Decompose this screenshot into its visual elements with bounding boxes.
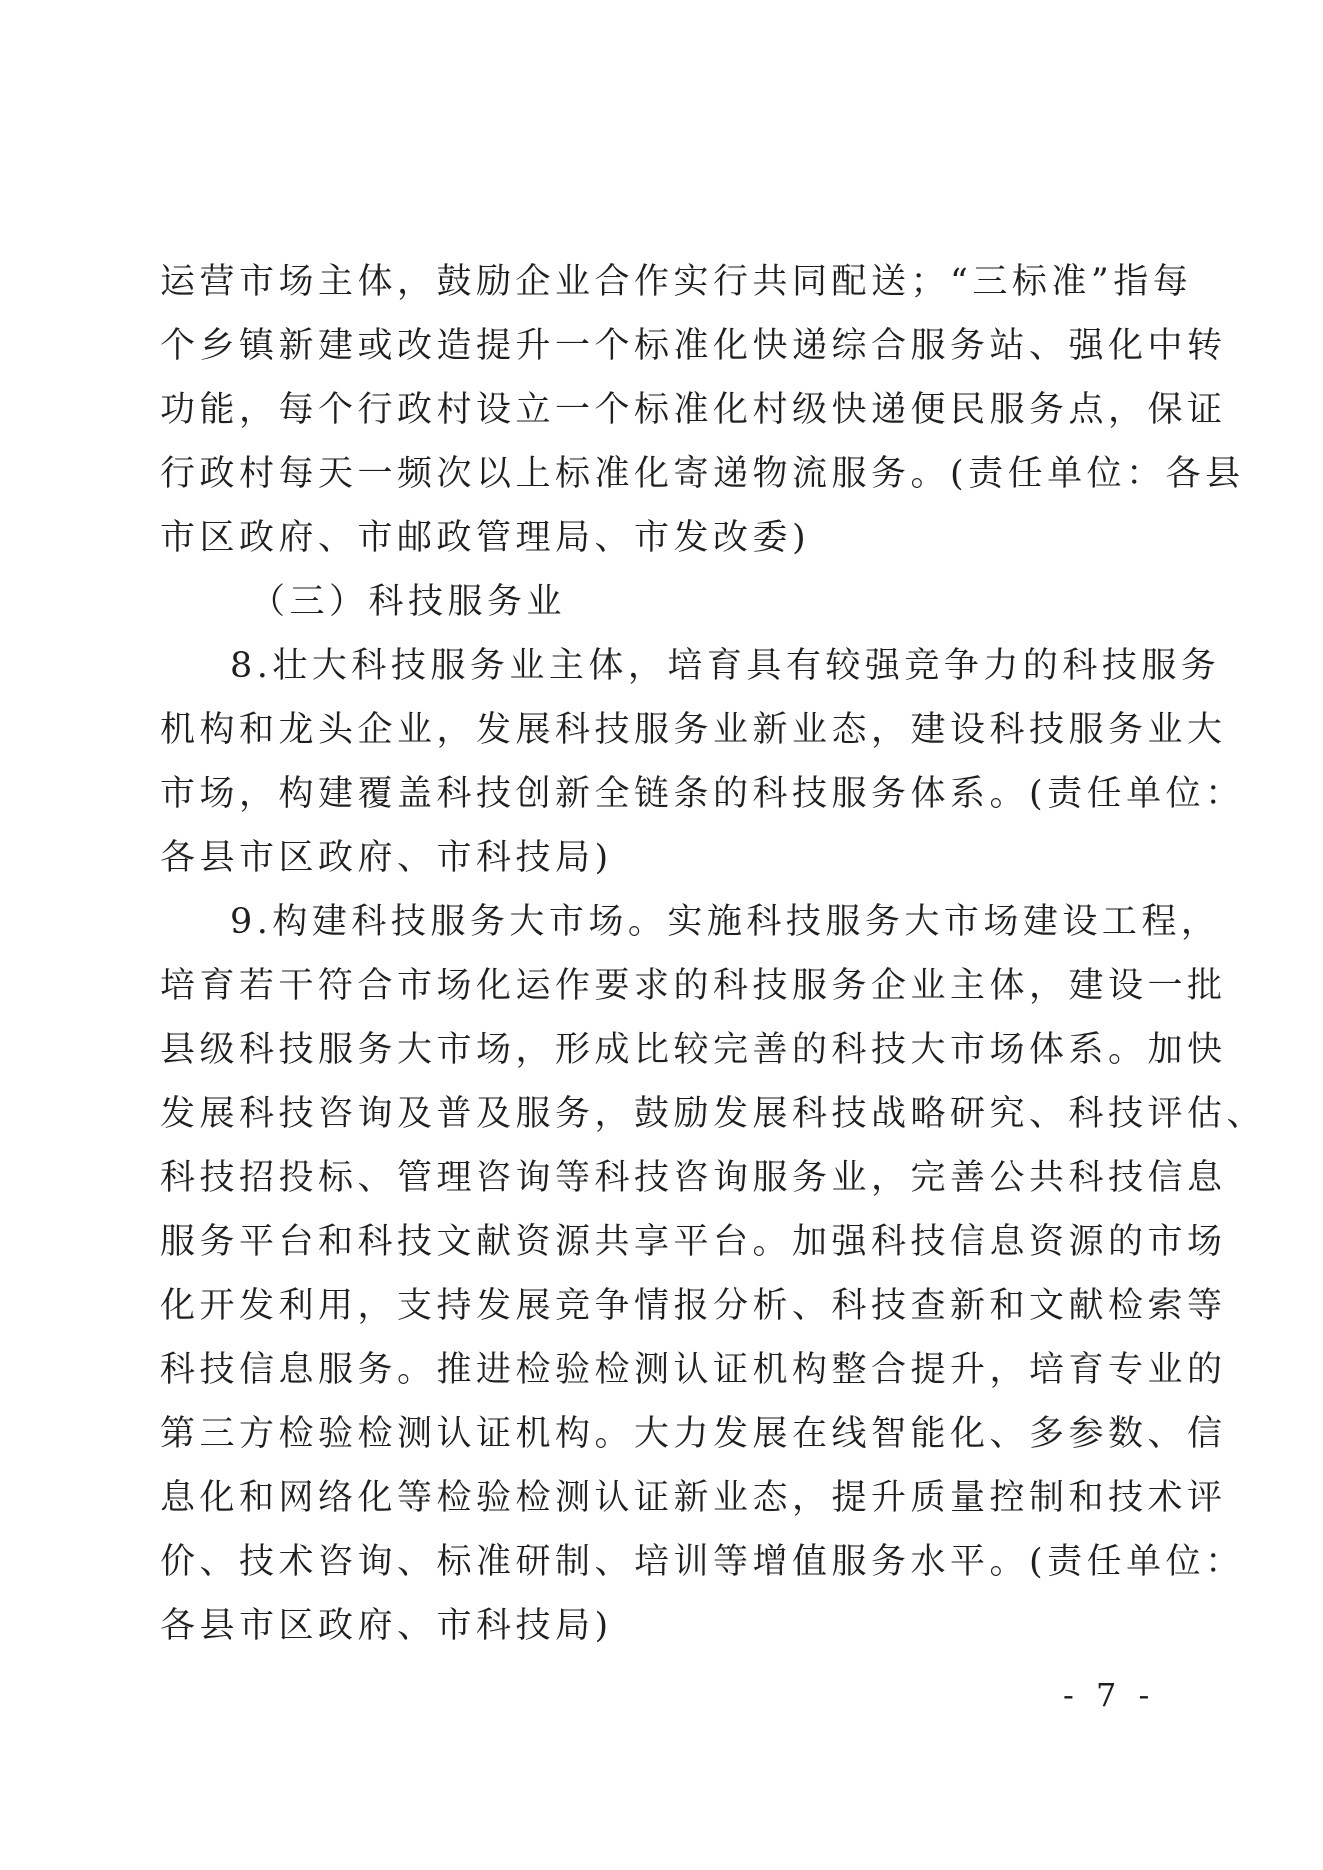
text-line: 各县市区政府、市科技局) — [160, 838, 613, 878]
section-heading: （三）科技服务业 — [250, 582, 567, 622]
page-number: - 7 - — [1063, 1676, 1156, 1714]
text-line: 科技招投标、管理咨询等科技咨询服务业，完善公共科技信息 — [160, 1158, 1227, 1198]
text-line: 化开发利用，支持发展竞争情报分析、科技查新和文献检索等 — [160, 1286, 1227, 1326]
text-line: 机构和龙头企业，发展科技服务业新业态，建设科技服务业大 — [160, 710, 1227, 750]
text-line: 功能，每个行政村设立一个标准化村级快递便民服务点，保证 — [160, 390, 1227, 430]
text-line: 科技信息服务。推进检验检测认证机构整合提升，培育专业的 — [160, 1350, 1227, 1390]
text-line: 息化和网络化等检验检测认证新业态，提升质量控制和技术评 — [160, 1478, 1227, 1518]
paragraph-item-8-first-line: 8.壮大科技服务业主体，培育具有较强竞争力的科技服务 — [230, 646, 1221, 686]
text-line: 运营市场主体，鼓励企业合作实行共同配送；“三标准”指每 — [160, 262, 1193, 302]
text-line: 市区政府、市邮政管理局、市发改委) — [160, 518, 811, 558]
text-line: 发展科技咨询及普及服务，鼓励发展科技战略研究、科技评估、 — [160, 1094, 1267, 1134]
text-line: 市场，构建覆盖科技创新全链条的科技服务体系。(责任单位： — [160, 774, 1245, 814]
text-line: 个乡镇新建或改造提升一个标准化快递综合服务站、强化中转 — [160, 326, 1227, 366]
text-line: 行政村每天一频次以上标准化寄递物流服务。(责任单位：各县 — [160, 454, 1245, 494]
text-line: 服务平台和科技文献资源共享平台。加强科技信息资源的市场 — [160, 1222, 1227, 1262]
text-line: 各县市区政府、市科技局) — [160, 1606, 613, 1646]
text-line: 价、技术咨询、标准研制、培训等增值服务水平。(责任单位： — [160, 1542, 1245, 1582]
text-line: 县级科技服务大市场，形成比较完善的科技大市场体系。加快 — [160, 1030, 1227, 1070]
document-body — [160, 250, 1267, 1658]
text-line: 第三方检验检测认证机构。大力发展在线智能化、多参数、信 — [160, 1414, 1227, 1454]
paragraph-item-9-first-line: 9.构建科技服务大市场。实施科技服务大市场建设工程， — [230, 902, 1221, 942]
text-line: 培育若干符合市场化运作要求的科技服务企业主体，建设一批 — [160, 966, 1227, 1006]
